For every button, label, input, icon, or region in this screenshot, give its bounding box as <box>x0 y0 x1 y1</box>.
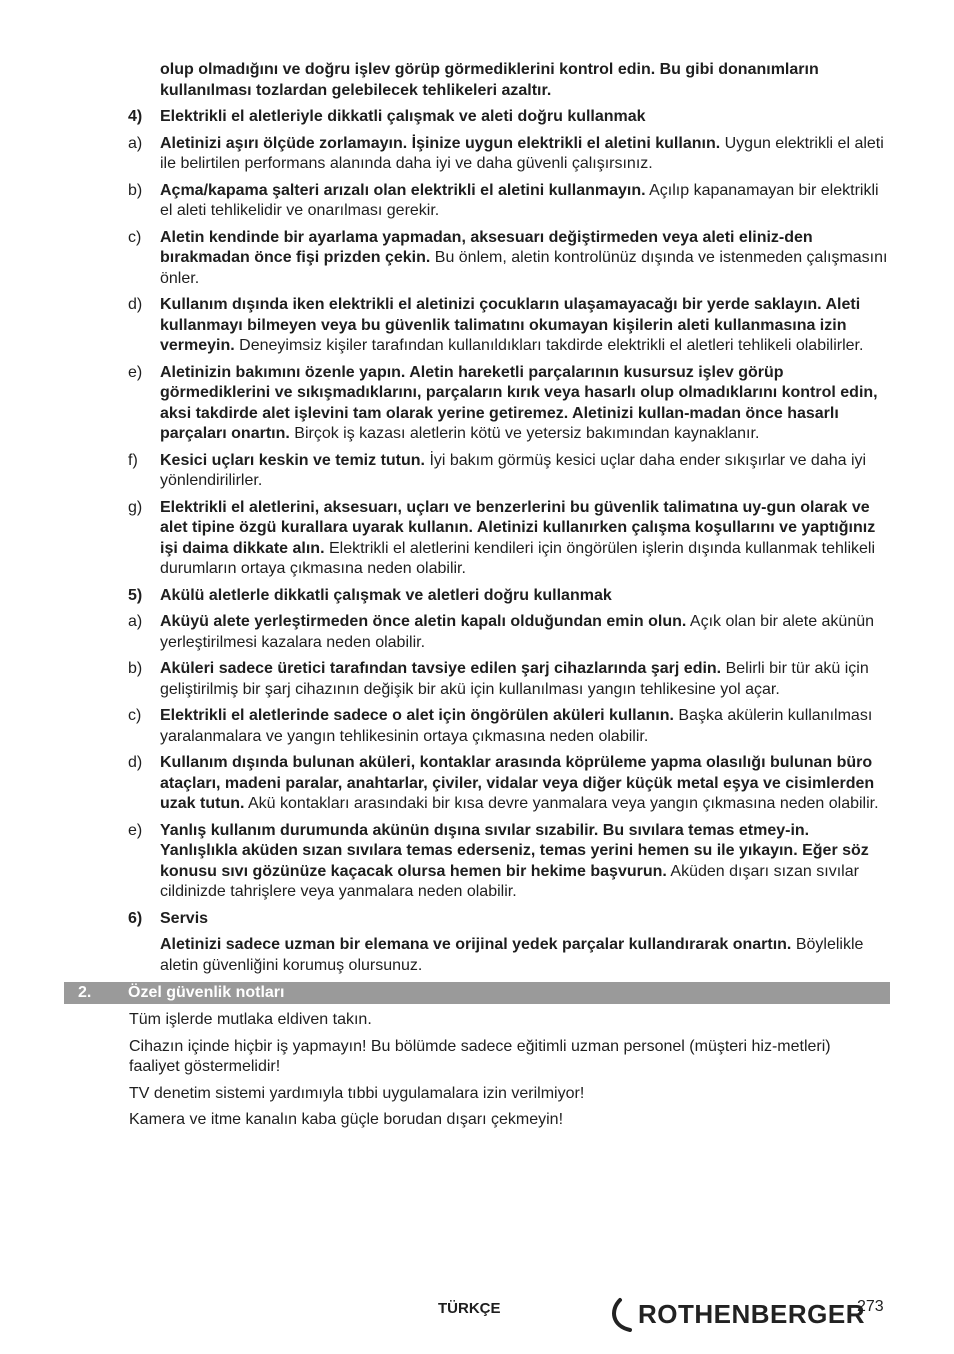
item-text: Belirli bir tür akü için geliştirilmiş bir şarj cihazının değişik bir akü için kullanılması yangın tehlikesine yol açar. <box>160 660 869 698</box>
item-marker: 5) <box>128 586 143 604</box>
item-bold-text: Aletinizi sadece uzman bir elemana ve orijinal yedek parçalar kullandırarak onartın. <box>160 936 792 953</box>
item-text: Başka akülerin kullanılması yaralanmalara ve yangın tehlikesinin ortaya çıkmasına neden olabilir. <box>160 707 873 745</box>
item-text: Uygun elektrikli el aleti ile belirtilen performans alanında daha iyi ve daha güvenli çalışırsınız. <box>160 134 884 172</box>
subsection-heading <box>0 909 954 930</box>
item-text: Açık olan bir alete akünün yerleştirilmesi kazalara neden olabilir. <box>160 613 875 651</box>
section-number: 2. <box>78 984 92 1001</box>
page-number: 273 <box>857 1298 884 1315</box>
item-bold-text: Aküleri sadece üretici tarafından tavsiye edilen şarj cihazlarında şarj edin. <box>160 660 722 677</box>
list-item <box>0 753 954 815</box>
item-marker: a) <box>128 134 143 152</box>
item-text: Deneyimsiz kişiler tarafından kullanıldıkları takdirde elektrikli el aletleri tehlikeli olabilirler. <box>239 337 864 354</box>
item-marker: c) <box>128 228 142 246</box>
list-item <box>0 295 954 357</box>
section-title: Özel güvenlik notları <box>128 984 285 1001</box>
item-marker: e) <box>128 821 143 839</box>
list-item <box>0 821 954 903</box>
list-item <box>0 498 954 580</box>
item-marker: 6) <box>128 909 143 927</box>
subsection-heading <box>0 586 954 607</box>
list-item <box>0 935 954 976</box>
item-marker: d) <box>128 754 143 771</box>
item-text: Böylelikle aletin güvenliğini korumuş olursunuz. <box>160 936 864 974</box>
item-marker: a) <box>128 613 143 630</box>
item-bold-text: Elektrikli el aletlerinde sadece o alet için öngörülen aküleri kullanın. <box>160 707 674 724</box>
item-marker: c) <box>128 707 142 724</box>
list-item <box>0 134 954 175</box>
item-bold-text: Elektrikli el aletlerini, aksesuarı, uçları ve benzerlerini bu güvenlik talimatına uy-gun olarak ve alet tipine özgü kurallara uyarak kullanın. Aletinizi kullanırken çalışma koşullarını ve yaptığınız işi daima dikkate alın. <box>160 498 876 557</box>
footer-language: TÜRKÇE <box>438 1300 501 1317</box>
list-item <box>0 363 954 445</box>
list-item <box>0 181 954 222</box>
page-content <box>0 60 954 1137</box>
item-text: Akü kontakları arasındaki bir kısa devre yanmalara veya yangın çıkmasına neden olabilir. <box>248 795 879 812</box>
item-text: Açılıp kapanamayan bir elektrikli el aleti tehlikelidir ve onarılması gerekir. <box>160 181 879 219</box>
item-text: Birçok iş kazası aletlerin kötü ve yetersiz bakımından kaynaklanır. <box>294 425 760 442</box>
list-item <box>0 659 954 700</box>
subsection-title: Servis <box>160 909 209 927</box>
item-bold-text: Yanlış kullanım durumunda akünün dışına sıvılar sızabilir. Bu sıvılara temas etmey-in. Yanlışlıkla aküden sızan sıvılara temas ederseniz, temas yerini hemen su ile yıkayın. Eğer söz konusu sıvı gözünüze kaçacak olursa hemen bir hekime başvurun. <box>160 821 869 880</box>
item-bold-text: Aletinizi aşırı ölçüde zorlamayın. İşinize uygun elektrikli el aletini kullanın. <box>160 134 721 152</box>
subsection-title: Akülü aletlerle dikkatli çalışmak ve aletleri doğru kullanmak <box>160 586 612 604</box>
list-item <box>0 612 954 653</box>
list-item <box>0 60 954 101</box>
item-marker: 4) <box>128 108 143 125</box>
item-bold-text: Aküyü alete yerleştirmeden önce aletin kapalı olduğundan emin olun. <box>160 613 687 630</box>
item-bold-text: Kullanım dışında iken elektrikli el aletinizi çocukların ulaşamayacağı bir yerde saklayın. Aleti kullanmayı bilmeyen veya bu güvenlik talimatını okumayan kişilerin aleti kullanmasına izin vermeyin. <box>160 296 861 354</box>
item-marker: d) <box>128 296 143 313</box>
item-marker: e) <box>128 363 143 381</box>
item-text: Aküden dışarı sızan sıvılar cildinizde tahrişlere veya yanmalara neden olabilir. <box>160 862 859 900</box>
item-bold-text: Aletinizin bakımını özenle yapın. Aletin hareketli parçalarının kusursuz işlev görüp görmediklerini ve sıkışmadıklarını, parçaların kırık veya hasarlı olup olmadıklarını kontrol edin, aksi takdirde alet işlevini tam olarak yerine getiremez. Aletinizi kullan-madan önce hasarlı parçaları onartın. <box>160 363 878 442</box>
paragraph: TV denetim sistemi yardımıyla tıbbi uygulamalara izin verilmiyor! <box>129 1084 585 1102</box>
list-item <box>0 706 954 747</box>
list-item <box>0 451 954 492</box>
item-marker: f) <box>128 451 138 469</box>
item-text: Elektrikli el aletlerini kendileri için öngörülen işlerin dışında kullanmak tehlikeli durumların ortaya çıkmasına neden olabilir. <box>160 539 876 577</box>
paragraph: Kamera ve itme kanalın kaba güçle borudan dışarı çekmeyin! <box>129 1111 564 1128</box>
item-text: İyi bakım görmüş kesici uçlar daha ender sıkışırlar ve daha iyi yönlendirilirler. <box>160 451 867 489</box>
paragraph: Tüm işlerde mutlaka eldiven takın. <box>129 1011 372 1028</box>
subsection-title: Elektrikli el aletleriyle dikkatli çalışmak ve aleti doğru kullanmak <box>160 108 646 125</box>
item-marker: b) <box>128 660 143 677</box>
item-text: Bu önlem, aletin kontrolünüz dışında ve istenmeden çalışmasını önler. <box>160 249 888 287</box>
item-bold-text: olup olmadığını ve doğru işlev görüp görmediklerini kontrol edin. Bu gibi donanımların kullanılması tozlardan gelebilecek tehlikeleri azaltır. <box>160 61 819 99</box>
item-bold-text: Açma/kapama şalteri arızalı olan elektrikli el aletini kullanmayın. <box>160 181 646 199</box>
item-bold-text: Kullanım dışında bulunan aküleri, kontaklar arasında köprüleme yapma olasılığı bulunan büro ataçları, madeni paralar, anahtarlar, çiviler, vidalar veya diğer küçük metal eşya ve cisimlerden uzak tutun. <box>160 754 875 812</box>
paragraph: Cihazın içinde hiçbir iş yapmayın! Bu bölümde sadece eğitimli uzman personel (müşteri hiz-metleri) faaliyet göstermelidir! <box>129 1037 831 1075</box>
item-bold-text: Aletin kendinde bir ayarlama yapmadan, aksesuarı değiştirmeden veya aleti eliniz-den bırakmadan önce fişi prizden çekin. <box>160 228 813 266</box>
page-footer <box>0 1296 954 1336</box>
subsection-heading <box>0 107 954 128</box>
section-header-bar <box>64 982 890 1004</box>
item-marker: b) <box>128 181 143 199</box>
footer-brand: ROTHENBERGER <box>638 1299 866 1329</box>
item-marker: g) <box>128 498 143 516</box>
list-item <box>0 228 954 290</box>
item-bold-text: Kesici uçları keskin ve temiz tutun. <box>160 451 425 469</box>
